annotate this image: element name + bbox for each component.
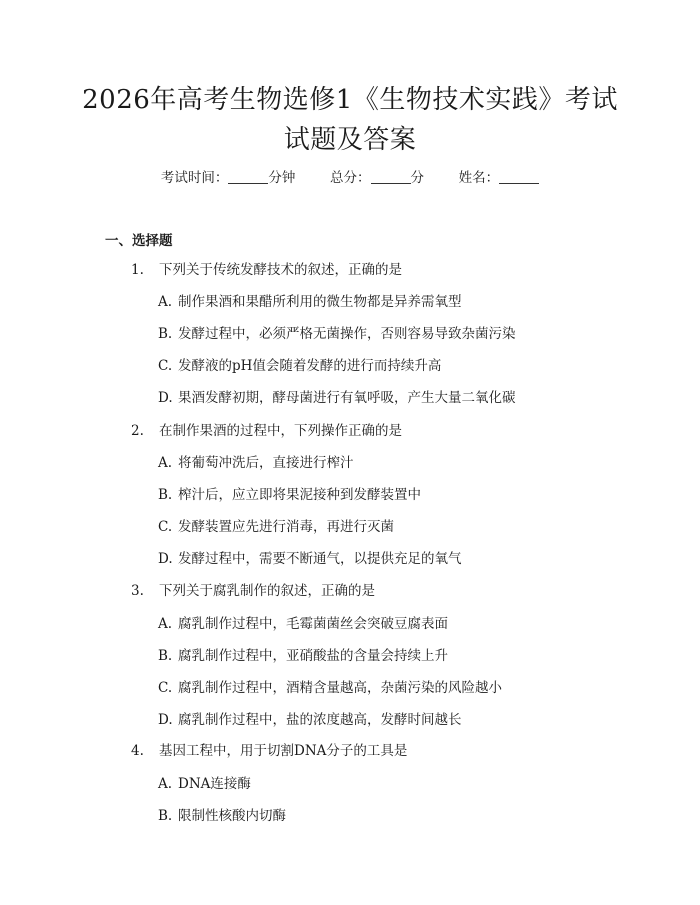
option-3c: [158, 678, 502, 698]
time-unit: 分钟: [268, 170, 296, 186]
option-text: DNA连接酶: [178, 776, 251, 792]
question-3: [131, 581, 375, 601]
name-label: 姓名：: [458, 170, 500, 186]
option-2a: [158, 453, 354, 473]
option-1a: [158, 292, 462, 312]
question-text: 下列关于传统发酵技术的叙述，正确的是: [159, 262, 402, 278]
option-3d: [158, 710, 462, 730]
option-3b: [158, 646, 448, 666]
exam-info-line: [0, 168, 700, 188]
option-letter: A.: [158, 616, 173, 632]
option-text: 腐乳制作过程中，毛霉菌菌丝会突破豆腐表面: [178, 616, 448, 632]
option-letter: A.: [158, 455, 173, 471]
option-text: 发酵液的pH值会随着发酵的进行而持续升高: [178, 358, 442, 374]
option-text: 腐乳制作过程中，酒精含量越高，杂菌污染的风险越小: [178, 680, 502, 696]
question-text: 在制作果酒的过程中，下列操作正确的是: [159, 423, 402, 439]
option-text: 发酵过程中，需要不断通气，以提供充足的氧气: [178, 551, 462, 567]
option-letter: C.: [158, 519, 173, 535]
section-heading: 一、选择题: [105, 233, 173, 249]
option-3a: [158, 614, 448, 634]
question-number: 4.: [131, 743, 144, 759]
question-number: 3.: [131, 583, 144, 599]
option-letter: B.: [158, 326, 173, 342]
option-1d: [158, 388, 516, 408]
option-text: 腐乳制作过程中，盐的浓度越高，发酵时间越长: [178, 712, 462, 728]
score-blank: [371, 169, 411, 184]
option-letter: B.: [158, 487, 173, 503]
option-text: 限制性核酸内切酶: [178, 808, 286, 824]
question-number: 2.: [131, 423, 144, 439]
question-2: [131, 421, 402, 441]
option-text: 发酵装置应先进行消毒，再进行灭菌: [178, 519, 394, 535]
question-4: [131, 741, 407, 761]
option-2d: [158, 549, 462, 569]
time-label: 考试时间：: [160, 170, 229, 186]
option-text: 腐乳制作过程中，亚硝酸盐的含量会持续上升: [178, 648, 448, 664]
option-letter: B.: [158, 808, 173, 824]
question-number: 1.: [131, 262, 144, 278]
option-letter: D.: [158, 551, 173, 567]
option-text: 果酒发酵初期，酵母菌进行有氧呼吸，产生大量二氧化碳: [178, 390, 516, 406]
time-blank: [228, 169, 268, 184]
option-text: 将葡萄冲洗后，直接进行榨汁: [178, 455, 354, 471]
score-label: 总分：: [330, 170, 371, 186]
score-unit: 分: [410, 170, 424, 186]
question-text: 下列关于腐乳制作的叙述，正确的是: [159, 583, 375, 599]
option-letter: C.: [158, 680, 173, 696]
option-4b: [158, 806, 286, 826]
option-letter: B.: [158, 648, 173, 664]
option-letter: D.: [158, 712, 173, 728]
option-letter: D.: [158, 390, 173, 406]
page-title: 2026年高考生物选修1《生物技术实践》考试试题及答案: [82, 85, 618, 155]
option-1b: [158, 324, 516, 344]
question-1: [131, 260, 402, 280]
option-2c: [158, 517, 394, 537]
option-letter: A.: [158, 776, 173, 792]
name-blank: [499, 169, 539, 184]
option-text: 制作果酒和果醋所利用的微生物都是异养需氧型: [178, 294, 462, 310]
option-2b: [158, 485, 421, 505]
option-text: 发酵过程中，必须严格无菌操作，否则容易导致杂菌污染: [178, 326, 516, 342]
option-letter: C.: [158, 358, 173, 374]
option-1c: [158, 356, 441, 376]
option-text: 榨汁后，应立即将果泥接种到发酵装置中: [178, 487, 421, 503]
option-letter: A.: [158, 294, 173, 310]
option-4a: [158, 774, 251, 794]
question-text: 基因工程中，用于切割DNA分子的工具是: [159, 743, 408, 759]
